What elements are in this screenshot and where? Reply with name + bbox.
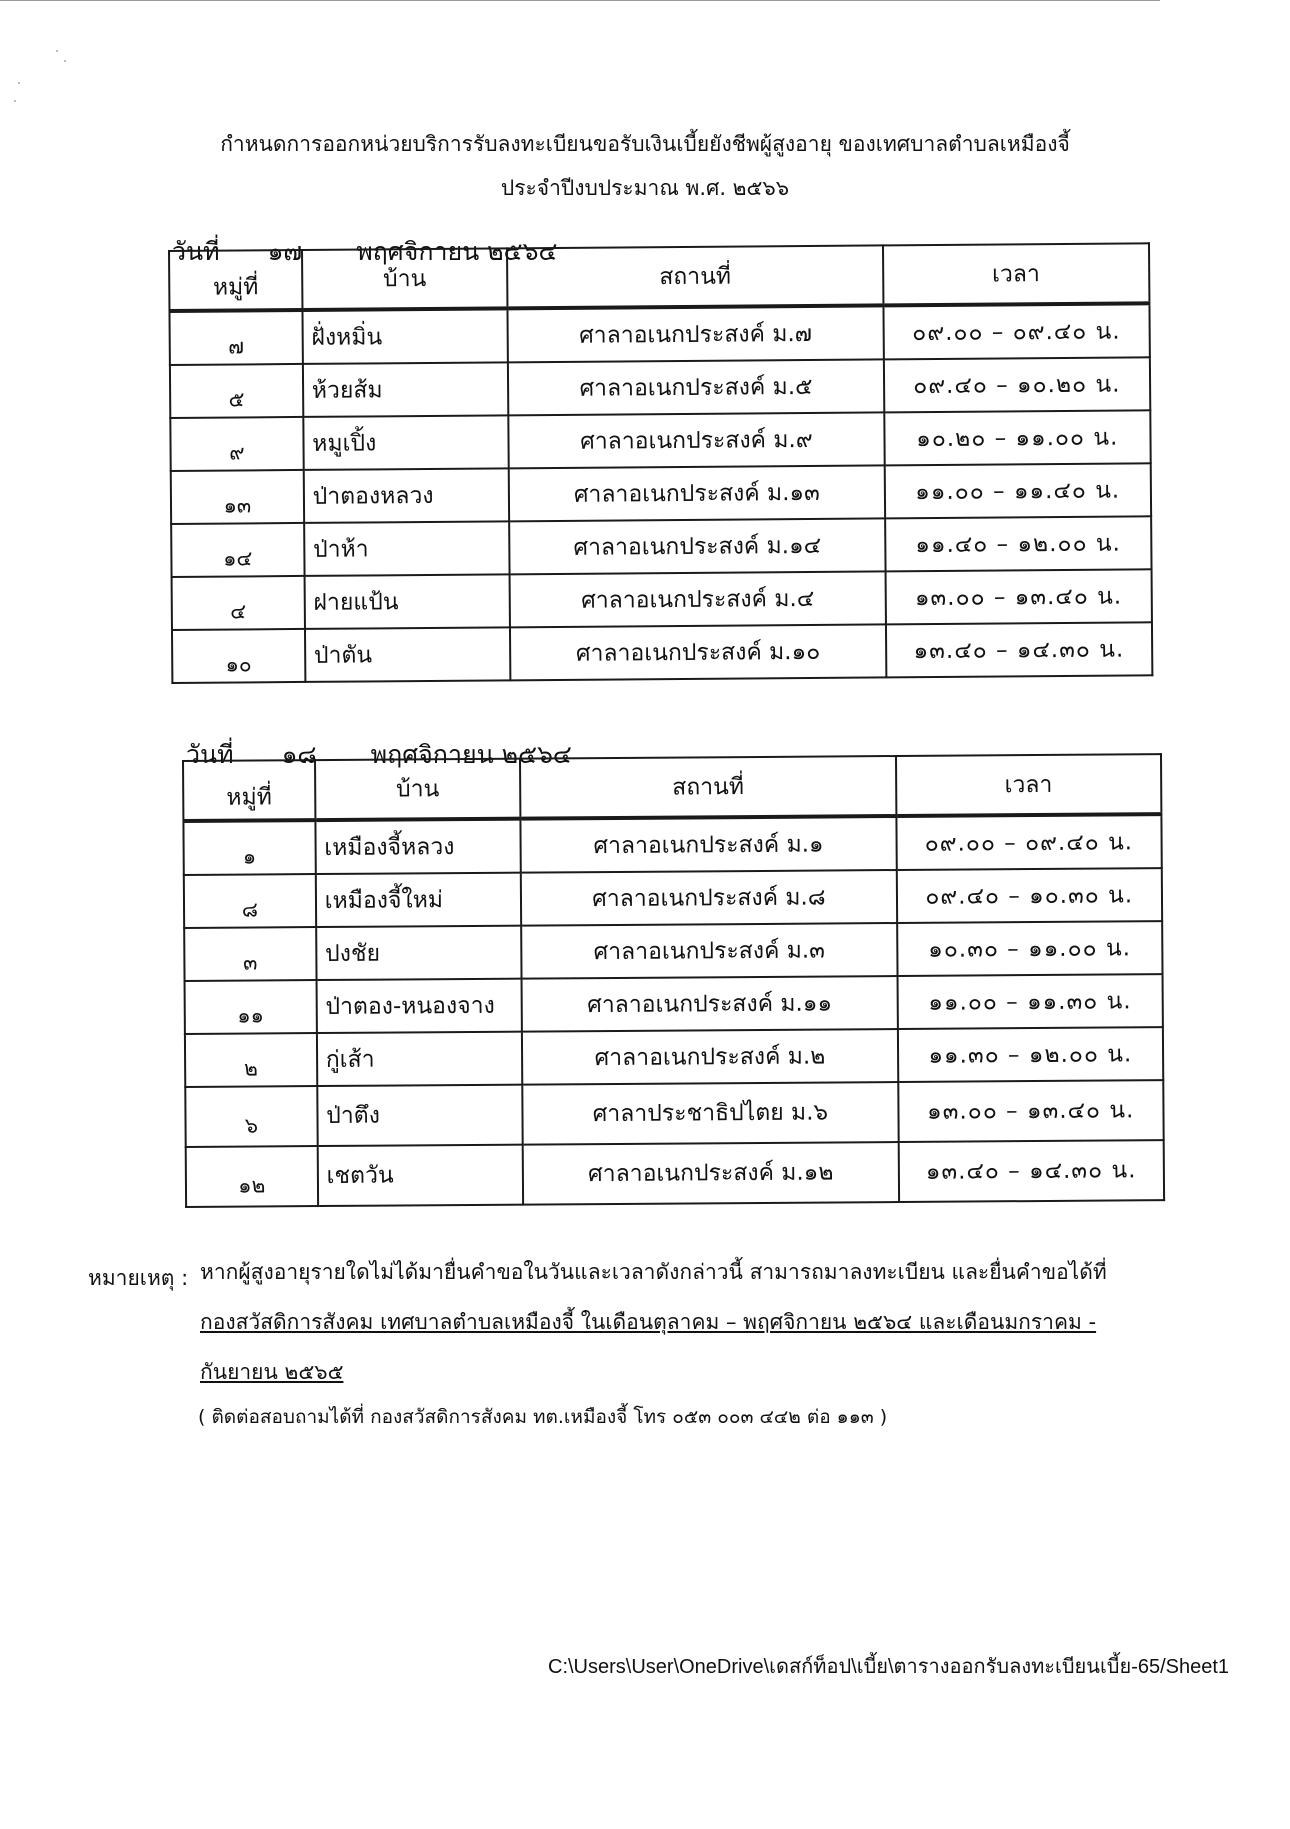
document-title: กำหนดการออกหน่วยบริการรับลงทะเบียนขอรับเงินเบี้ยยังชีพผู้สูงอายุ ของเทศบาลตำบลเหมืองจี้ bbox=[220, 132, 1070, 156]
header-time: เวลา bbox=[896, 754, 1162, 816]
header-ban: บ้าน bbox=[302, 248, 508, 310]
cell-moo: ๔ bbox=[172, 576, 305, 630]
cell-time: ๑๑.๔๐ – ๑๒.๐๐ น. bbox=[885, 516, 1152, 571]
note-line2-text: กองสวัสดิการสังคม เทศบาลตำบลเหมืองจี้ ในเดือนตุลาคม – พฤศจิกายน ๒๕๖๔ และเดือนมกราคม - bbox=[200, 1310, 1097, 1334]
table-row bbox=[172, 569, 1152, 630]
note-line2 bbox=[200, 1306, 1096, 1339]
table-row bbox=[172, 622, 1152, 683]
table-row bbox=[171, 463, 1151, 524]
day2-schedule-table bbox=[182, 753, 1165, 1208]
cell-place: ศาลาอเนกประสงค์ ม.๑๔ bbox=[509, 518, 885, 574]
cell-ban: ห้วยส้ม bbox=[303, 362, 509, 417]
cell-place: ศาลาประชาธิปไตย ม.๖ bbox=[523, 1082, 899, 1145]
cell-place: ศาลาอเนกประสงค์ ม.๑๓ bbox=[509, 465, 885, 521]
table-row bbox=[185, 1080, 1163, 1147]
cell-ban: ป่าตองหลวง bbox=[303, 468, 509, 523]
cell-time: ๐๙.๔๐ – ๑๐.๒๐ น. bbox=[883, 357, 1150, 412]
cell-moo: ๑๐ bbox=[172, 629, 305, 683]
header-moo: หมู่ที่ bbox=[169, 250, 302, 311]
cell-moo: ๙ bbox=[170, 417, 303, 471]
cell-ban: ฝายแป้น bbox=[304, 574, 510, 629]
day1-label: วันที่ bbox=[172, 237, 220, 266]
day1-day: ๑๗ bbox=[267, 237, 303, 266]
day1-schedule-table bbox=[168, 242, 1153, 684]
cell-moo: ๓ bbox=[184, 927, 316, 981]
scan-speck bbox=[14, 100, 16, 102]
cell-time: ๑๓.๐๐ – ๑๓.๔๐ น. bbox=[885, 569, 1152, 624]
cell-ban: ป่าตึง bbox=[317, 1085, 523, 1146]
cell-moo: ๑๑ bbox=[185, 980, 317, 1034]
cell-time: ๐๙.๐๐ – ๐๙.๔๐ น. bbox=[883, 303, 1150, 359]
cell-time: ๑๐.๓๐ – ๑๑.๐๐ น. bbox=[897, 921, 1163, 976]
top-border-line bbox=[0, 0, 1160, 1]
cell-time: ๑๐.๒๐ – ๑๑.๐๐ น. bbox=[884, 410, 1151, 465]
day2-month-year: พฤศจิกายน ๒๕๖๔ bbox=[370, 740, 572, 769]
scan-speck bbox=[56, 50, 58, 52]
table-row bbox=[184, 921, 1162, 981]
cell-ban: กู่เส้า bbox=[317, 1032, 523, 1086]
header-ban: บ้าน bbox=[315, 759, 521, 820]
table-row bbox=[185, 1027, 1163, 1087]
header-place: สถานที่ bbox=[507, 245, 883, 308]
cell-moo: ๑๓ bbox=[171, 470, 304, 524]
table-row bbox=[169, 303, 1149, 365]
cell-place: ศาลาอเนกประสงค์ ม.๑๑ bbox=[522, 976, 898, 1032]
header-moo: หมู่ที่ bbox=[183, 760, 315, 821]
note-contact: ( ติดต่อสอบถามได้ที่ กองสวัสดิการสังคม ทต.เหมืองจี้ โทร ๐๕๓ ๐๐๓ ๔๔๒ ต่อ ๑๑๓ ) bbox=[198, 1406, 888, 1428]
footer-file-path: C:\Users\User\OneDrive\เดสก์ท็อป\เบี้ย\ตารางออกรับลงทะเบียนเบี้ย-65/Sheet1 bbox=[548, 1656, 1230, 1678]
cell-time: ๑๑.๐๐ – ๑๑.๔๐ น. bbox=[884, 463, 1151, 518]
cell-place: ศาลาอเนกประสงค์ ม.๑๐ bbox=[510, 624, 886, 680]
table-row bbox=[183, 814, 1161, 875]
cell-time: ๑๓.๔๐ – ๑๔.๓๐ น. bbox=[886, 622, 1153, 677]
cell-ban: หมูเปิ้ง bbox=[303, 415, 509, 470]
cell-place: ศาลาอเนกประสงค์ ม.๒ bbox=[522, 1029, 898, 1085]
cell-place: ศาลาอเนกประสงค์ ม.๔ bbox=[510, 571, 886, 627]
header-time: เวลา bbox=[883, 243, 1150, 305]
table-row bbox=[185, 974, 1163, 1034]
cell-time: ๑๓.๐๐ – ๑๓.๔๐ น. bbox=[898, 1080, 1164, 1142]
note-label: หมายเหตุ : bbox=[88, 1266, 189, 1290]
cell-moo: ๑๔ bbox=[171, 523, 304, 577]
cell-time: ๑๑.๐๐ – ๑๑.๓๐ น. bbox=[897, 974, 1163, 1029]
cell-time: ๑๓.๔๐ – ๑๔.๓๐ น. bbox=[898, 1140, 1164, 1202]
cell-moo: ๕ bbox=[170, 364, 303, 418]
header-place: สถานที่ bbox=[520, 756, 896, 819]
table-header-row bbox=[169, 243, 1149, 311]
cell-moo: ๒ bbox=[185, 1033, 317, 1087]
cell-place: ศาลาอเนกประสงค์ ม.๕ bbox=[508, 359, 884, 415]
note-line3 bbox=[200, 1356, 343, 1389]
day2-day: ๑๘ bbox=[281, 740, 317, 769]
scan-speck bbox=[64, 60, 66, 62]
cell-moo: ๑๒ bbox=[186, 1146, 318, 1207]
table-row bbox=[170, 357, 1150, 418]
table-row bbox=[170, 410, 1150, 471]
cell-ban: เหมืองจี้หลวง bbox=[315, 819, 521, 874]
scan-speck bbox=[18, 82, 20, 84]
cell-time: ๐๙.๐๐ – ๐๙.๔๐ น. bbox=[896, 814, 1162, 870]
cell-place: ศาลาอเนกประสงค์ ม.๘ bbox=[521, 870, 897, 926]
cell-time: ๑๑.๓๐ – ๑๒.๐๐ น. bbox=[897, 1027, 1163, 1082]
cell-place: ศาลาอเนกประสงค์ ม.๑ bbox=[521, 816, 897, 873]
cell-place: ศาลาอเนกประสงค์ ม.๗ bbox=[508, 305, 884, 362]
table-header-row bbox=[183, 754, 1161, 821]
table-row bbox=[171, 516, 1151, 577]
cell-time: ๐๙.๔๐ – ๑๐.๓๐ น. bbox=[896, 868, 1162, 923]
cell-ban: เชตวัน bbox=[317, 1145, 523, 1206]
cell-ban: เหมืองจี้ใหม่ bbox=[316, 873, 522, 927]
cell-ban: ป่าตอง-หนองจาง bbox=[316, 979, 522, 1033]
cell-moo: ๗ bbox=[169, 310, 302, 365]
document-subtitle: ประจำปีงบประมาณ พ.ศ. ๒๕๖๖ bbox=[500, 176, 790, 200]
cell-ban: ป่าห้า bbox=[304, 521, 510, 576]
note-line1: หากผู้สูงอายุรายใดไม่ได้มายื่นคำขอในวันและเวลาดังกล่าวนี้ สามารถมาลงทะเบียน และยื่นคำขอได้ที่ bbox=[200, 1260, 1107, 1284]
table-row bbox=[186, 1140, 1164, 1207]
cell-moo: ๑ bbox=[183, 820, 315, 875]
cell-place: ศาลาอเนกประสงค์ ม.๓ bbox=[521, 923, 897, 979]
cell-moo: ๘ bbox=[184, 874, 316, 928]
day2-label: วันที่ bbox=[186, 740, 234, 769]
table-row bbox=[184, 868, 1162, 928]
cell-place: ศาลาอเนกประสงค์ ม.๑๒ bbox=[523, 1142, 899, 1205]
cell-ban: ป่าตัน bbox=[305, 627, 511, 682]
cell-ban: ฝั่งหมิ่น bbox=[302, 308, 508, 364]
cell-ban: ปงชัย bbox=[316, 926, 522, 980]
day1-month-year: พฤศจิกายน ๒๕๖๔ bbox=[356, 237, 558, 266]
note-line3-text: กันยายน ๒๕๖๕ bbox=[200, 1360, 344, 1384]
cell-place: ศาลาอเนกประสงค์ ม.๙ bbox=[509, 412, 885, 468]
cell-moo: ๖ bbox=[185, 1086, 317, 1147]
